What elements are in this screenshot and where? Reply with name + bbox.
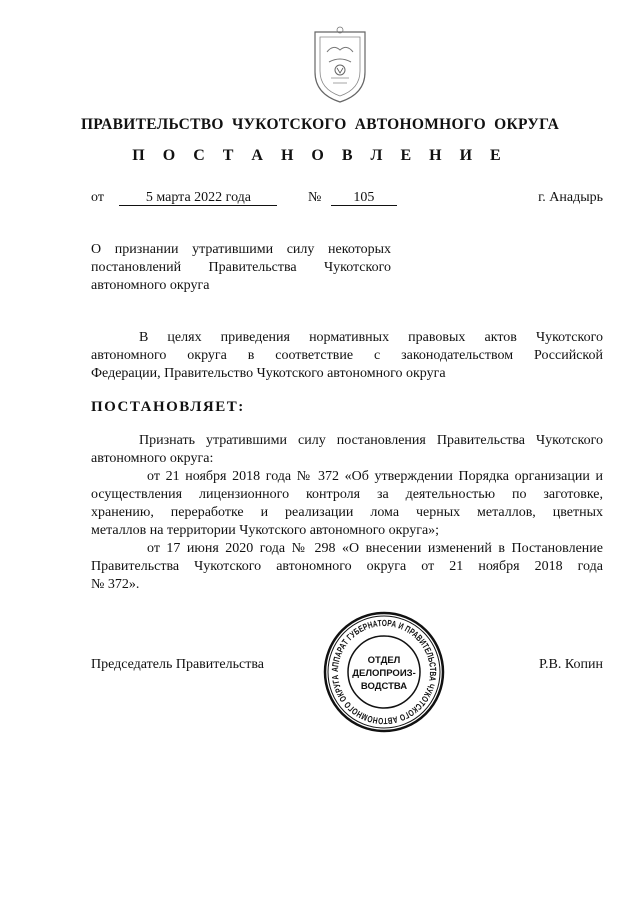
signatory-name: Р.В. Копин xyxy=(539,657,603,672)
paragraph-line: хранению, переработке и реализации лома черных металлов, цветных xyxy=(91,505,603,520)
resolution-paragraph xyxy=(91,432,603,468)
city: г. Анадырь xyxy=(538,190,603,205)
paragraph-line: от 17 июня 2020 года № 298 «О внесении изменений в Постановление xyxy=(147,541,603,556)
paragraph-line: металлов на территории Чукотского автономного округа»; xyxy=(91,523,440,538)
subject-line: автономного округа xyxy=(91,278,210,293)
repealed-act-1 xyxy=(91,468,603,540)
paragraph-line: автономного округа: xyxy=(91,451,214,466)
document-number: 105 xyxy=(331,190,397,206)
paragraph-line: автономного округа в соответствие с законодательством Российской xyxy=(91,348,603,363)
preamble-paragraph xyxy=(91,329,603,383)
document-type: П О С Т А Н О В Л Е Н И Е xyxy=(132,147,508,164)
coat-of-arms-icon xyxy=(307,22,373,108)
stamp-line: ВОДСТВА xyxy=(360,681,408,692)
office-stamp xyxy=(322,610,446,734)
date-field xyxy=(91,190,277,206)
subject-line: О признании утратившими силу некоторых xyxy=(91,242,391,257)
resolve-heading: ПОСТАНОВЛЯЕТ: xyxy=(91,399,245,415)
paragraph-line: Правительства Чукотского автономного округа от 21 ноября 2018 года xyxy=(91,559,603,574)
repealed-act-2 xyxy=(91,540,603,594)
document-date: 5 марта 2022 года xyxy=(119,190,277,206)
number-prefix: № xyxy=(308,190,322,205)
paragraph-line: от 21 ноября 2018 года № 372 «Об утверждении Порядка организации и xyxy=(147,469,603,484)
stamp-line: ОТДЕЛ xyxy=(367,655,401,666)
stamp-outer-text: АППАРАТ ГУБЕРНАТОРА И ПРАВИТЕЛЬСТВА ЧУКОТСКОГО АВТОНОМНОГО ОКРУГА xyxy=(329,617,439,727)
stamp-line: ДЕЛОПРОИЗ- xyxy=(352,668,416,679)
organization-title: ПРАВИТЕЛЬСТВО ЧУКОТСКОГО АВТОНОМНОГО ОКРУГА xyxy=(80,116,560,133)
number-field xyxy=(308,190,397,206)
subject-line: постановлений Правительства Чукотского xyxy=(91,260,391,275)
signatory-position: Председатель Правительства xyxy=(91,657,264,672)
paragraph-line: № 372». xyxy=(91,577,140,592)
document-subject xyxy=(91,241,391,295)
paragraph-line: Федерации, Правительство Чукотского автономного округа xyxy=(91,366,446,381)
date-prefix: от xyxy=(91,190,104,205)
paragraph-line: Признать утратившими силу постановления Правительства Чукотского xyxy=(139,433,603,448)
paragraph-line: осуществления лицензионного контроля за деятельностью по заготовке, xyxy=(91,487,603,502)
paragraph-line: В целях приведения нормативных правовых актов Чукотского xyxy=(139,330,603,345)
